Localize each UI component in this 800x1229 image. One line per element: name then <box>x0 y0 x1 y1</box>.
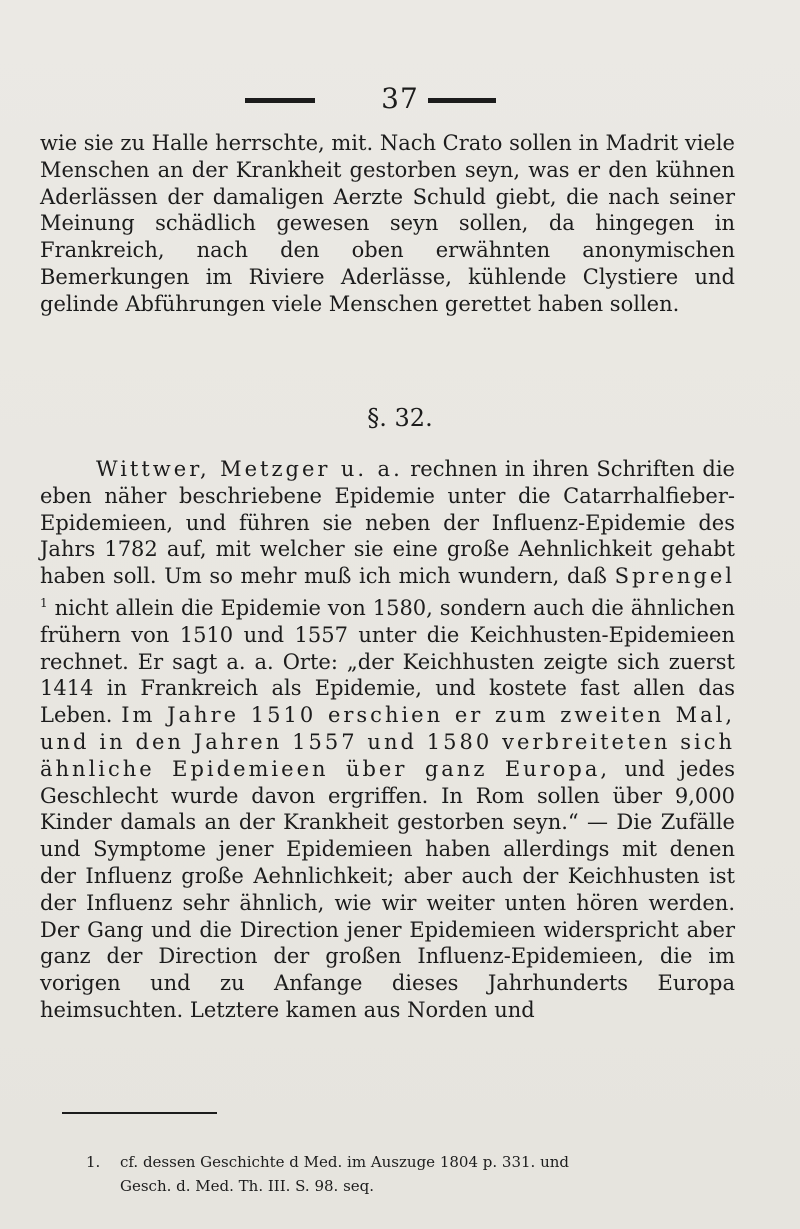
footnote-rule <box>62 1112 217 1114</box>
author-names: Wittwer, Metzger u. a. <box>96 457 403 481</box>
footnote-reference: 1 <box>40 595 48 610</box>
footnote-line-1 <box>86 1150 736 1174</box>
footnote <box>86 1150 736 1198</box>
paragraph-2-text-b: nicht allein die Epidemie von 1580, sondern auch die ähnlichen frühern von 1510 und 1557 unter die Keichhusten-Epidemieen rechnet. Er sagt a. a. Orte: „der Keichhusten zeigte sich zuerst 1414 in Frankreich als Epidemie, und kostete fast allen das Leben. <box>40 595 736 728</box>
page-number: 37 <box>381 82 419 115</box>
paragraph-continuation <box>40 130 735 318</box>
paragraph-2-text-a: rechnen in ihren Schriften die eben näher beschriebene Epidemie unter die Catarrhalfieber-Epidemieen, und führen sie neben der Influenz-Epidemie des Jahrs 1782 auf, mit welcher sie eine große Aehnlichkeit gehabt haben soll. Um so mehr muß ich mich wundern, daß <box>40 457 735 589</box>
footnote-text-1: cf. dessen Geschichte d Med. im Auszuge 1804 p. 331. und <box>120 1153 569 1171</box>
quoted-passage: Im Jahre 1510 erschien er zum zweiten Mal, und in den Jahren 1557 und 1580 verbreiteten sich ähnliche Epidemieen über ganz Europa, <box>40 703 735 781</box>
paragraph-2-text-c: und jedes Geschlecht wurde davon ergriffen. In Rom sollen über 9,000 Kinder damals an der Krankheit gestorben seyn.“ — Die Zufälle und Symptome jener Epidemieen haben allerdings mit denen der Influenz große Aehnlichkeit; aber auch der Keichhusten ist der Influenz sehr ähnlich, wie wir weiter unten hören werden. Der Gang und die Direction jener Epidemieen widerspricht aber ganz der Direction der großen Influenz-Epidemieen, die im vorigen und zu Anfange dieses Jahrhunderts Europa heimsuchten. Letztere kamen aus Norden und <box>40 756 735 1022</box>
header-rule-right <box>428 98 496 103</box>
footnote-marker: 1. <box>86 1153 101 1171</box>
paragraph-2 <box>40 456 735 1024</box>
page-header <box>0 82 800 122</box>
section-heading: §. 32. <box>367 404 433 432</box>
footnote-line-2: Gesch. d. Med. Th. III. S. 98. seq. <box>120 1177 375 1195</box>
section-paragraph <box>40 456 735 1024</box>
author-sprengel: Sprengel <box>614 564 735 589</box>
paragraph-1-text: wie sie zu Halle herrschte, mit. Nach Crato sollen in Madrit viele Menschen an der Krankheit gestorben seyn, was er den kühnen Aderlässen der damaligen Aerzte Schuld giebt, die nach seiner Meinung schädlich gewesen seyn sollen, da hingegen in Frankreich, nach den oben erwähnten anonymischen Bemerkungen im Riviere Aderlässe, kühlende Clystiere und gelinde Abführungen viele Menschen gerettet haben sollen. <box>40 131 735 316</box>
